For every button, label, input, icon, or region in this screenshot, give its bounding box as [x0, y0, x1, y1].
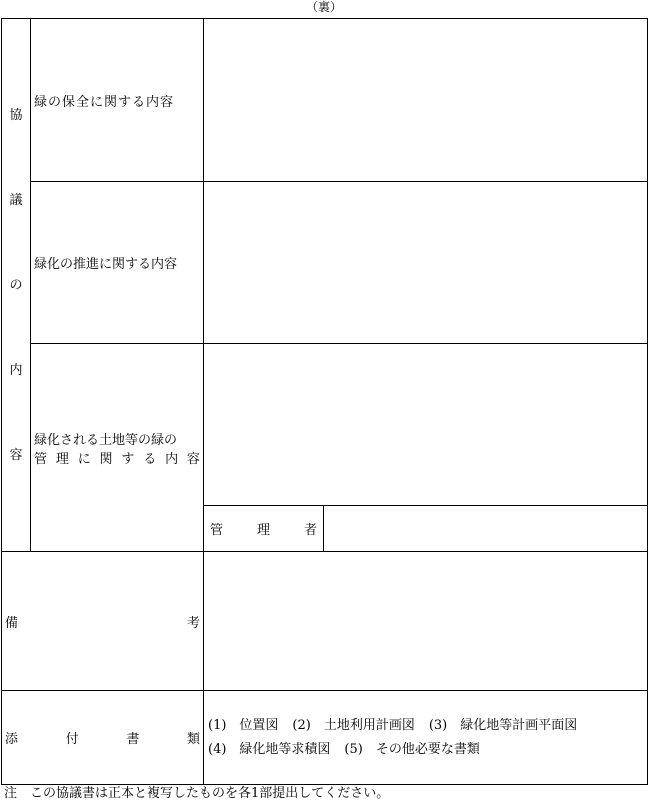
label-char: 者 — [303, 523, 317, 538]
manager-label-chars — [208, 519, 319, 538]
footer-note: 注 この協議書は正本と複写したものを各1部提出してください。 — [4, 786, 390, 801]
label-char: 類 — [186, 732, 200, 747]
attachment-item: (4) 緑化地等求積図 — [208, 741, 331, 757]
remarks-label — [2, 552, 204, 691]
label-char: 管 — [34, 451, 48, 467]
management-label-line1: 緑化される土地等の緑の — [34, 432, 178, 448]
attachment-item: (2) 土地利用計画図 — [292, 717, 415, 733]
attachments-label — [2, 691, 204, 785]
label-char: 備 — [5, 615, 19, 631]
attachment-item: (5) その他必要な書類 — [344, 741, 480, 757]
promotion-label-text: 緑化の推進に関する内容 — [34, 257, 178, 272]
attachments-line-1 — [204, 714, 647, 738]
heading-char: 協 — [9, 107, 23, 123]
attachment-item: (3) 緑化地等計画平面図 — [428, 717, 578, 733]
remarks-label-chars — [2, 612, 203, 631]
label-char: 管 — [210, 523, 224, 538]
label-char: 考 — [186, 615, 200, 631]
heading-char: 容 — [9, 447, 23, 463]
management-label — [31, 344, 204, 552]
label-char: 書 — [126, 732, 140, 747]
attachments-list — [204, 691, 648, 785]
manager-label — [204, 506, 324, 552]
manager-field[interactable] — [324, 506, 648, 552]
label-char: 関 — [99, 451, 113, 467]
label-char: 理 — [256, 523, 270, 538]
attachments-line-2 — [204, 738, 647, 762]
management-label-line2 — [34, 448, 203, 467]
management-field[interactable] — [204, 344, 648, 506]
preservation-field[interactable] — [204, 19, 648, 182]
attachments-label-chars — [2, 728, 203, 747]
page-side-mark: （裏） — [305, 0, 342, 14]
label-char: 容 — [186, 451, 200, 467]
label-char: 内 — [165, 451, 179, 467]
label-char: 付 — [65, 732, 79, 747]
preservation-label-text: 緑の保全に関する内容 — [34, 94, 175, 110]
remarks-field[interactable] — [204, 552, 648, 691]
label-char: 添 — [5, 732, 19, 747]
agreement-content-heading — [2, 19, 31, 552]
heading-char: の — [9, 277, 23, 293]
promotion-field[interactable] — [204, 182, 648, 344]
label-char: る — [143, 451, 157, 467]
label-char: に — [77, 451, 91, 467]
label-char: 理 — [55, 451, 69, 467]
preservation-label — [31, 19, 204, 182]
heading-char: 議 — [9, 192, 23, 208]
agreement-form-table — [1, 18, 648, 785]
heading-char: 内 — [9, 362, 23, 378]
promotion-label — [31, 182, 204, 344]
attachment-item: (1) 位置図 — [208, 717, 279, 733]
label-char: す — [121, 451, 135, 467]
